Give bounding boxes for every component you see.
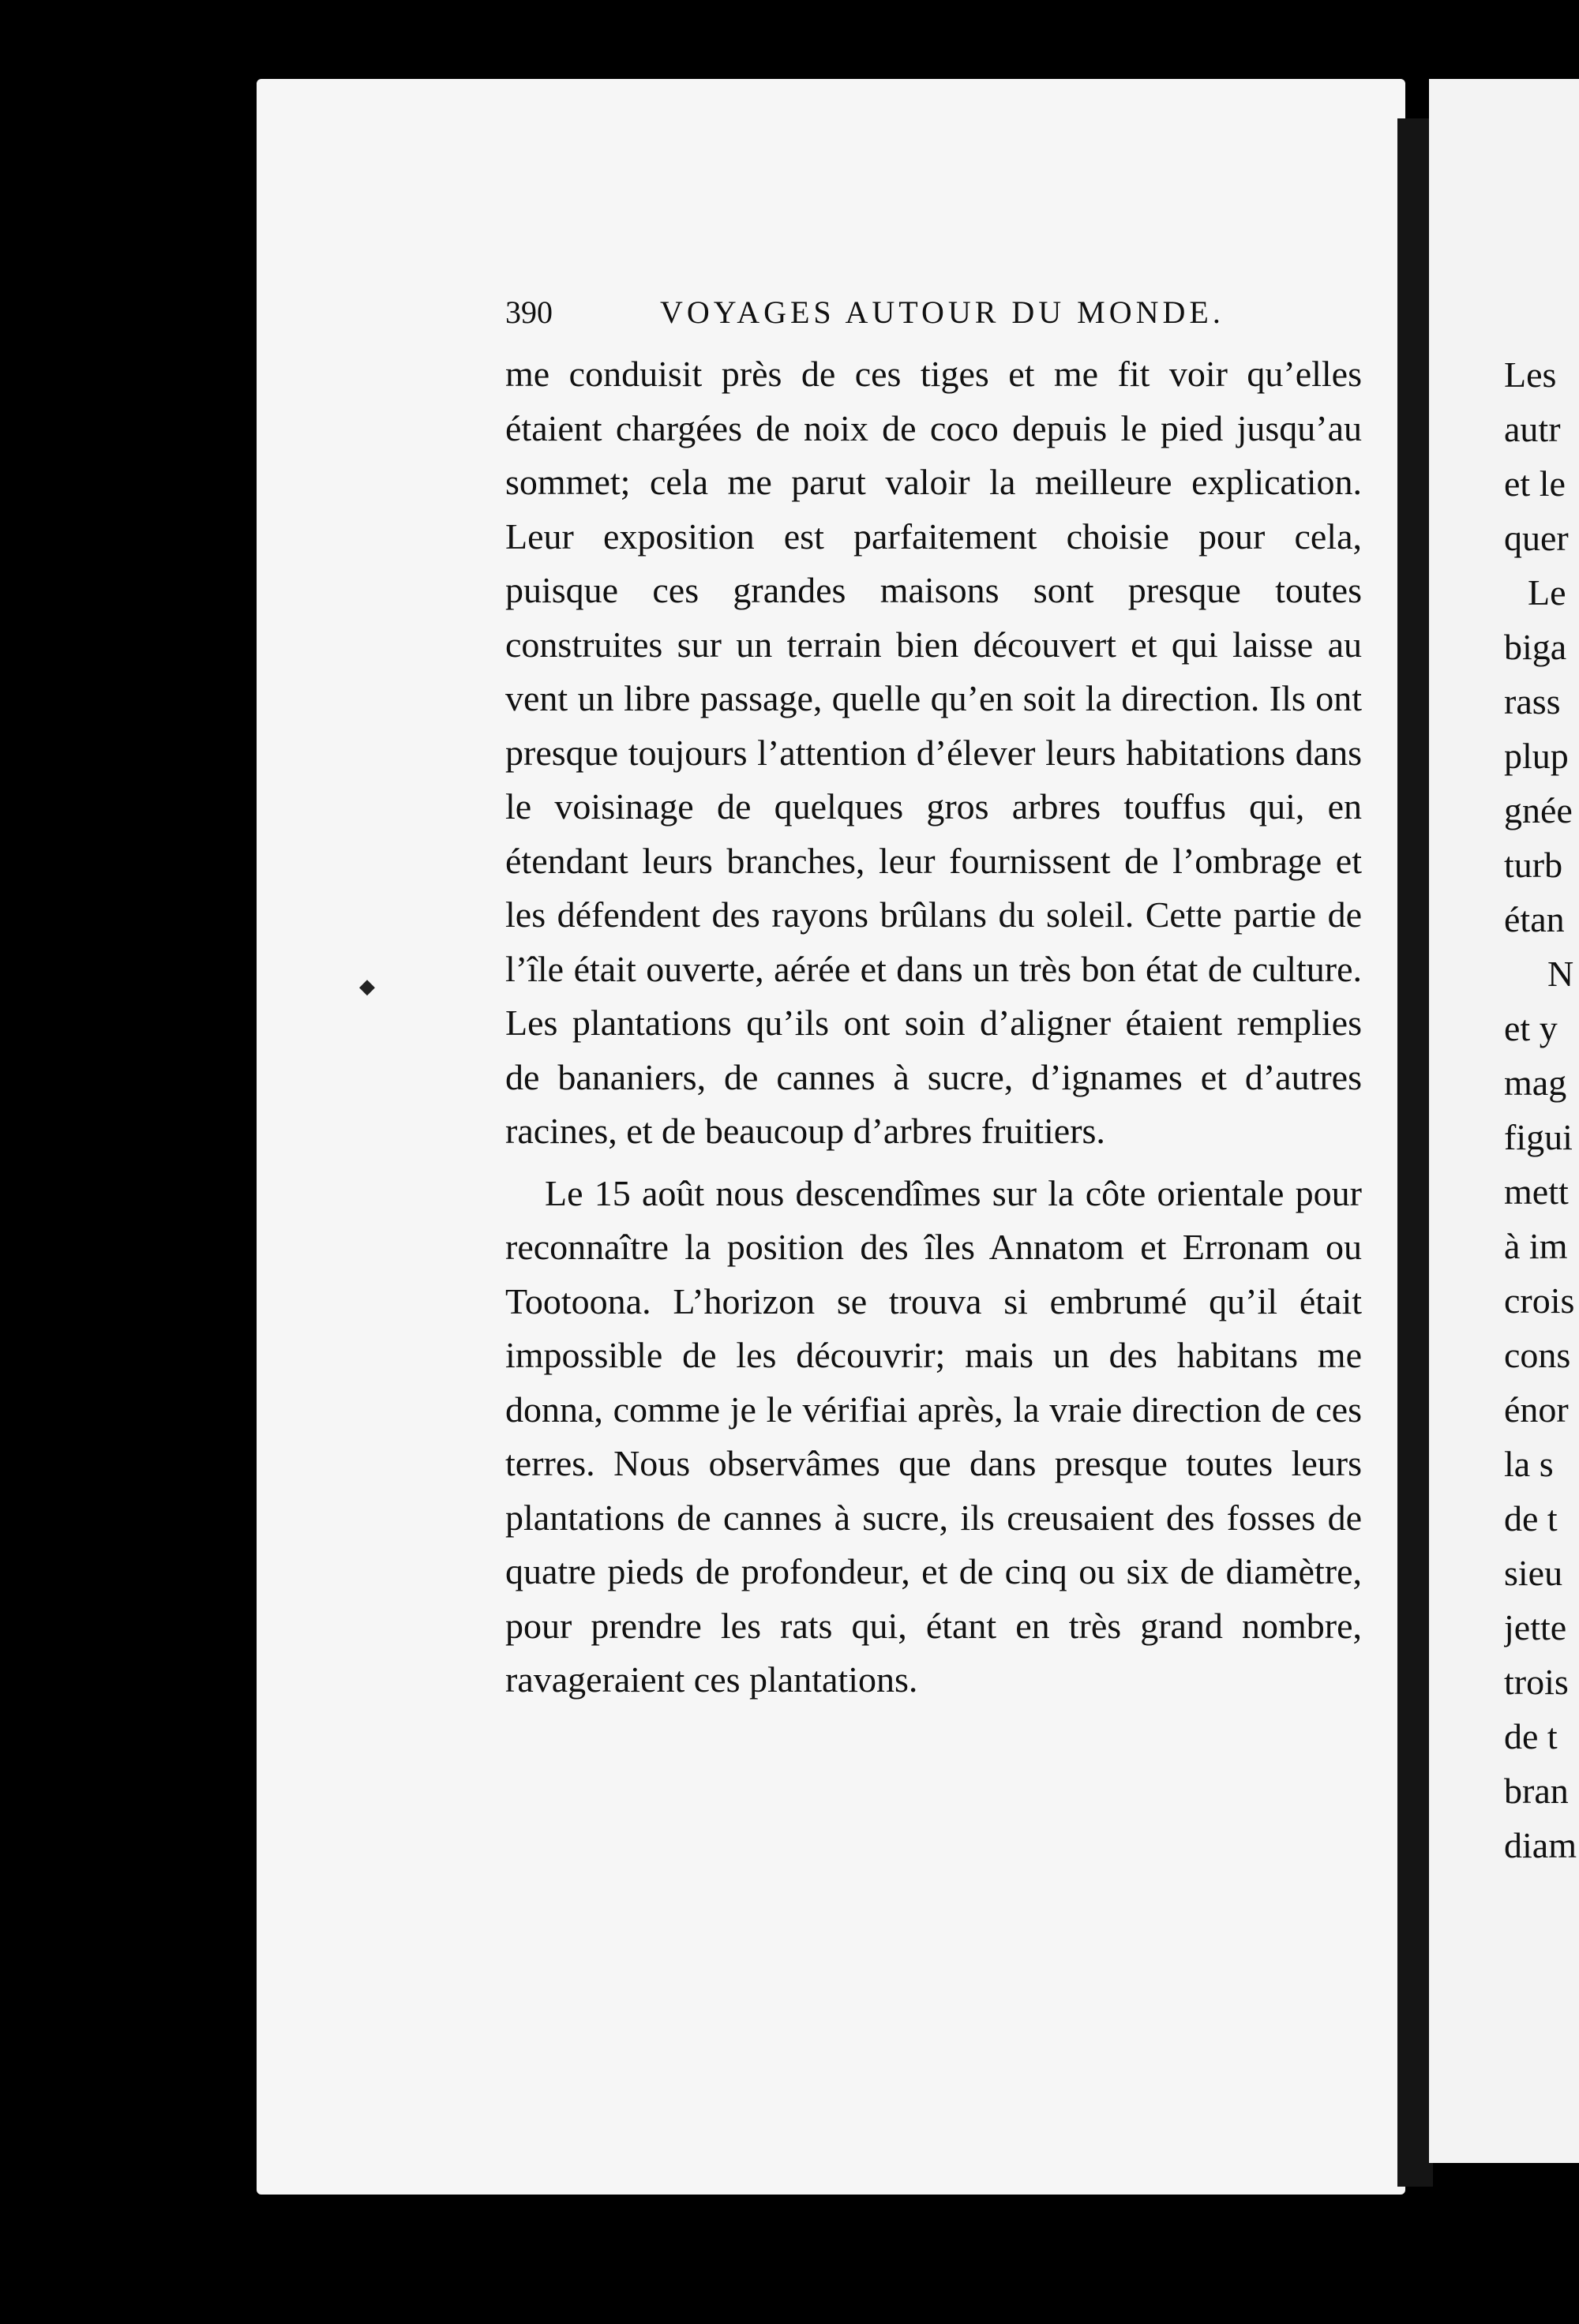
- right-page-line: étan: [1504, 899, 1565, 939]
- right-page-line: Les: [1504, 354, 1557, 395]
- right-page-line: mag: [1504, 1063, 1567, 1103]
- book-gutter: [1397, 118, 1433, 2187]
- right-page-line: turb: [1504, 845, 1563, 885]
- right-page-line: à im: [1504, 1226, 1568, 1266]
- right-page-line: bran: [1504, 1771, 1569, 1811]
- right-page-line: quer: [1504, 518, 1569, 558]
- right-page-line: et le: [1504, 463, 1566, 504]
- paragraph-1: me conduisit près de ces tiges et me fit voir qu’elles étaient chargées de noix de coco depuis le pied jusqu’au sommet; cela me parut valoir la meilleure explication. Leur exposition est parfaitement choisie pour cela, puisque ces grandes maisons sont presque toutes construites sur un terrain bien découvert et qui laisse au vent un libre passage, quelle qu’en soit la direction. Ils ont presque toujours l’attention d’élever leurs habitations dans le voisinage de quelques gros arbres touffus qui, en étendant leurs branches, leur fournissent de l’ombrage et les défendent des rayons brûlans du soleil. Cette partie de l’île était ouverte, aérée et dans un très bon état de culture. Les plantations qu’ils ont soin d’aligner étaient remplies de bananiers, de cannes à sucre, d’ignames et d’autres racines, et de beaucoup d’arbres fruitiers.: [505, 354, 1362, 1151]
- body-text: [505, 347, 1362, 1707]
- right-page-line: biga: [1504, 627, 1567, 667]
- right-page-line: mett: [1504, 1171, 1569, 1212]
- right-page-line: de t: [1504, 1498, 1558, 1539]
- right-page-line: énor: [1504, 1389, 1569, 1430]
- right-page-line: autr: [1504, 409, 1561, 449]
- right-page-line: et y: [1504, 1008, 1558, 1048]
- paragraph-2: Le 15 août nous descendîmes sur la côte orientale pour reconnaître la position des îles Annatom et Erronam ou Tootoona. L’horizon se trouva si embrumé qu’il était impossible de les découvrir; mais un des habitans me donna, comme je le vérifiai après, la vraie direction de ces terres. Nous observâmes que dans presque toutes leurs plantations de cannes à sucre, ils creusaient des fosses de quatre pieds de profondeur, et de cinq ou six de diamètre, pour prendre les rats qui, étant en très grand nombre, ravageraient ces plantations.: [505, 1172, 1362, 1700]
- page-header: [505, 294, 1390, 331]
- right-page-text: [1504, 347, 1579, 1872]
- right-page-line: trois: [1504, 1662, 1569, 1702]
- right-page-line: sieu: [1504, 1553, 1563, 1593]
- right-page-line: Le: [1528, 572, 1566, 613]
- right-page-line: plup: [1504, 736, 1569, 776]
- right-page-line: figui: [1504, 1117, 1573, 1157]
- right-page-line: crois: [1504, 1280, 1575, 1321]
- page-number: 390: [505, 294, 553, 330]
- right-page-line: de t: [1504, 1716, 1558, 1756]
- right-page-line: la s: [1504, 1444, 1554, 1484]
- ink-speck: ◆: [359, 975, 375, 999]
- running-title: VOYAGES AUTOUR DU MONDE.: [660, 294, 1225, 330]
- right-page-line: diam: [1504, 1825, 1577, 1865]
- right-page-line: cons: [1504, 1335, 1571, 1375]
- right-page-line: gnée: [1504, 790, 1573, 830]
- right-page-line: jette: [1504, 1607, 1567, 1647]
- right-page-line: rass: [1504, 681, 1561, 722]
- right-page-line: N: [1547, 954, 1574, 994]
